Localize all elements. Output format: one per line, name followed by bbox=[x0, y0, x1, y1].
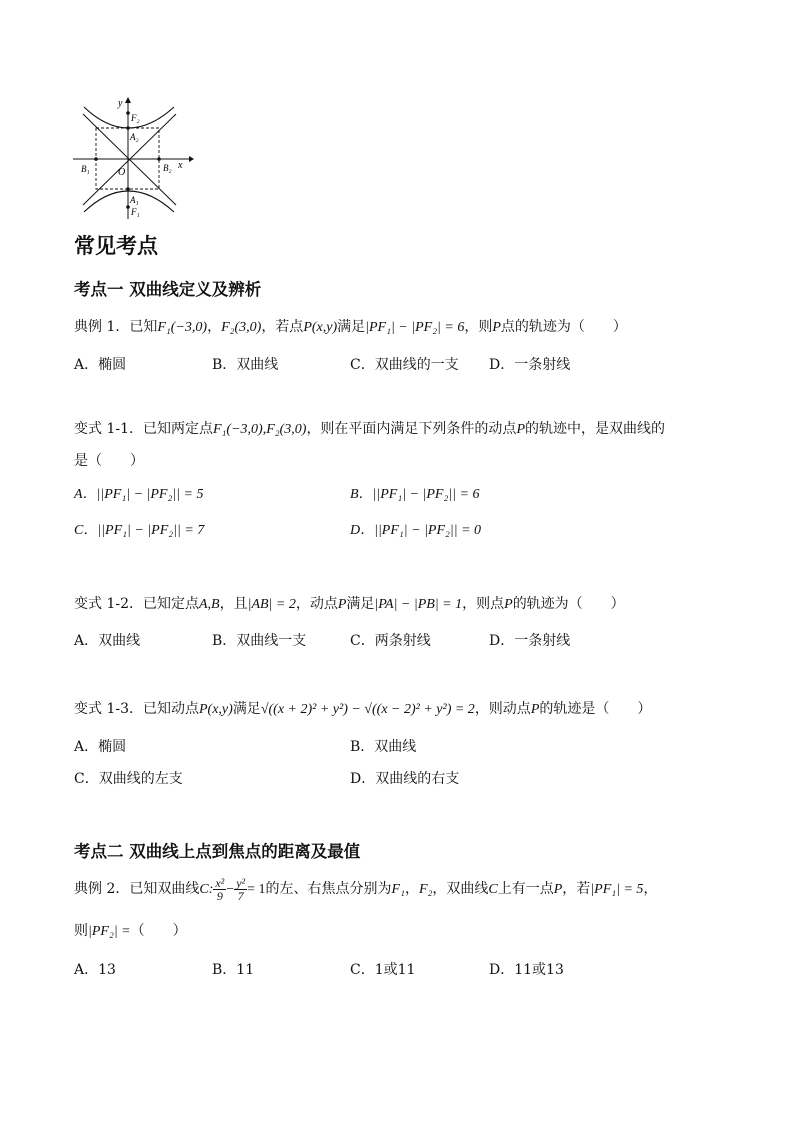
label-A1: A₁ bbox=[130, 195, 139, 205]
fraction-den: 7 bbox=[237, 888, 244, 903]
math-F2: F₂(3,0) bbox=[221, 320, 262, 335]
variant-1-2-option-a[interactable]: A．双曲线 bbox=[74, 633, 141, 649]
text: D．||PF₁| − |PF₂|| = 0 bbox=[350, 523, 482, 538]
point-B1 bbox=[94, 157, 98, 161]
text: A．||PF₁| − |PF₂|| = 5 bbox=[74, 487, 204, 502]
math-P: P(x,y) bbox=[199, 702, 233, 717]
label-F2: F₂ bbox=[131, 113, 140, 123]
text: ，若 bbox=[562, 881, 591, 897]
example-1-option-b[interactable]: B．双曲线 bbox=[212, 357, 279, 373]
x-axis-arrow bbox=[189, 156, 194, 162]
kaodian-2-title: 考点二 双曲线上点到焦点的距离及最值 bbox=[74, 842, 361, 861]
text: 上有一点 bbox=[497, 881, 554, 897]
math-ab: |AB| = 2 bbox=[247, 597, 296, 612]
variant-1-1-stem-cont: 是（ ） bbox=[74, 453, 144, 469]
text: ，若点 bbox=[261, 319, 304, 335]
text: ，则点 bbox=[462, 596, 505, 612]
text: 的轨迹是（ ） bbox=[539, 701, 652, 717]
variant-1-1-option-a[interactable] bbox=[74, 485, 203, 504]
text: 的轨迹中，是双曲线的 bbox=[525, 421, 665, 437]
variant-1-3-option-a[interactable]: A．椭圆 bbox=[74, 739, 127, 755]
text: 则 bbox=[74, 923, 88, 939]
example-1-stem bbox=[74, 318, 627, 337]
variant-1-2-option-d[interactable]: D．一条射线 bbox=[489, 633, 571, 649]
math-P: P bbox=[516, 422, 525, 437]
text: 典例 2．已知双曲线 bbox=[74, 881, 200, 897]
variant-1-1-option-c[interactable] bbox=[74, 521, 204, 540]
point-F2 bbox=[126, 111, 130, 115]
text: ，双曲线 bbox=[432, 881, 489, 897]
variant-1-1-stem bbox=[74, 420, 665, 439]
fraction-x2-9 bbox=[213, 877, 226, 902]
upper-branch bbox=[84, 107, 174, 128]
math-P: P bbox=[492, 320, 501, 335]
label-y: y bbox=[118, 98, 123, 109]
point-A2 bbox=[126, 126, 130, 130]
point-A1 bbox=[126, 187, 130, 191]
math-AB: A,B bbox=[199, 597, 220, 612]
text: ， bbox=[207, 319, 222, 335]
text: 典例 1．已知 bbox=[74, 319, 158, 335]
example-2-option-b[interactable]: B．11 bbox=[212, 962, 255, 978]
math-P: P bbox=[504, 597, 513, 612]
example-1-option-d[interactable]: D．一条射线 bbox=[489, 357, 571, 373]
fraction-num: y² bbox=[236, 875, 246, 890]
label-F1: F₁ bbox=[131, 207, 140, 217]
math-condition: |PA| − |PB| = 1 bbox=[374, 597, 463, 612]
math-pf2: |PF₂| = bbox=[88, 924, 131, 939]
math-pf1: |PF₁| = 5 bbox=[590, 882, 644, 897]
text: （ ） bbox=[130, 923, 187, 939]
label-A2: A₂ bbox=[130, 132, 139, 142]
example-2-option-a[interactable]: A．13 bbox=[74, 962, 116, 978]
text: ，则动点 bbox=[474, 701, 531, 717]
math-P: P(x,y) bbox=[303, 320, 338, 335]
text: ，则 bbox=[464, 319, 493, 335]
text: 的轨迹为（ ） bbox=[512, 596, 625, 612]
kaodian-1-title: 考点一 双曲线定义及辨析 bbox=[74, 280, 262, 299]
fraction-num: x² bbox=[215, 875, 225, 890]
math-points: F₁(−3,0),F₂(3,0) bbox=[213, 422, 307, 437]
math-condition: |PF₁| − |PF₂| = 6 bbox=[365, 320, 465, 335]
math-F1: F₁(−3,0) bbox=[157, 320, 208, 335]
text: ，且 bbox=[219, 596, 248, 612]
point-F1 bbox=[126, 205, 130, 209]
variant-1-1-option-d[interactable] bbox=[350, 521, 481, 540]
text: ，则在平面内满足下列条件的动点 bbox=[306, 421, 517, 437]
variant-1-1-option-b[interactable] bbox=[350, 485, 479, 504]
example-1-option-a[interactable]: A．椭圆 bbox=[74, 357, 127, 373]
math-F2: F₂ bbox=[418, 882, 433, 897]
math-minus: − bbox=[226, 882, 235, 897]
point-B2 bbox=[157, 157, 161, 161]
variant-1-2-option-c[interactable]: C．两条射线 bbox=[350, 633, 431, 649]
example-1-option-c[interactable]: C．双曲线的一支 bbox=[350, 357, 459, 373]
math-P: P bbox=[530, 702, 540, 717]
text: ，动点 bbox=[295, 596, 338, 612]
math-P: P bbox=[337, 597, 347, 612]
lower-branch bbox=[84, 191, 174, 212]
text: 点的轨迹为（ ） bbox=[500, 319, 627, 335]
math-F1: F₁ bbox=[391, 882, 405, 897]
text: 满足 bbox=[337, 319, 366, 335]
text: 满足 bbox=[346, 596, 375, 612]
fraction-den: 9 bbox=[216, 888, 223, 903]
math-C: C: bbox=[199, 882, 214, 897]
text: 的左、右焦点分别为 bbox=[265, 881, 392, 897]
example-2-option-c[interactable]: C．1或11 bbox=[350, 962, 416, 978]
math-eq: = 1 bbox=[247, 882, 266, 897]
text: C．||PF₁| − |PF₂|| = 7 bbox=[74, 523, 205, 538]
math-C: C bbox=[488, 882, 498, 897]
fraction-y2-7 bbox=[234, 877, 247, 902]
math-condition: √((x + 2)² + y²) − √((x − 2)² + y²) = 2 bbox=[260, 702, 475, 717]
variant-1-2-option-b[interactable]: B．双曲线一支 bbox=[212, 633, 307, 649]
variant-1-3-stem bbox=[74, 700, 651, 719]
text: 变式 1-3．已知动点 bbox=[74, 701, 199, 717]
label-origin: O bbox=[118, 167, 126, 178]
text: 变式 1-2．已知定点 bbox=[74, 596, 199, 612]
example-2-option-d[interactable]: D．11或13 bbox=[489, 962, 564, 978]
example-2-stem bbox=[74, 874, 657, 904]
math-P: P bbox=[553, 882, 563, 897]
example-2-stem-cont bbox=[74, 922, 187, 941]
variant-1-2-stem bbox=[74, 595, 625, 614]
variant-1-3-option-c[interactable]: C．双曲线的左支 bbox=[74, 771, 183, 787]
text: ， bbox=[643, 881, 658, 897]
label-B2: B₂ bbox=[163, 163, 172, 173]
variant-1-3-option-d[interactable]: D．双曲线的右支 bbox=[350, 771, 460, 787]
text: 变式 1-1．已知两定点 bbox=[74, 421, 213, 437]
label-B1: B₁ bbox=[81, 164, 90, 174]
text: ， bbox=[404, 881, 419, 897]
section-title: 常见考点 bbox=[74, 234, 158, 258]
text: 满足 bbox=[232, 701, 261, 717]
text: B．||PF₁| − |PF₂|| = 6 bbox=[350, 487, 480, 502]
variant-1-3-option-b[interactable]: B．双曲线 bbox=[350, 739, 417, 755]
y-axis-arrow bbox=[125, 97, 131, 103]
hyperbola-figure bbox=[70, 95, 195, 220]
label-x: x bbox=[178, 160, 183, 171]
